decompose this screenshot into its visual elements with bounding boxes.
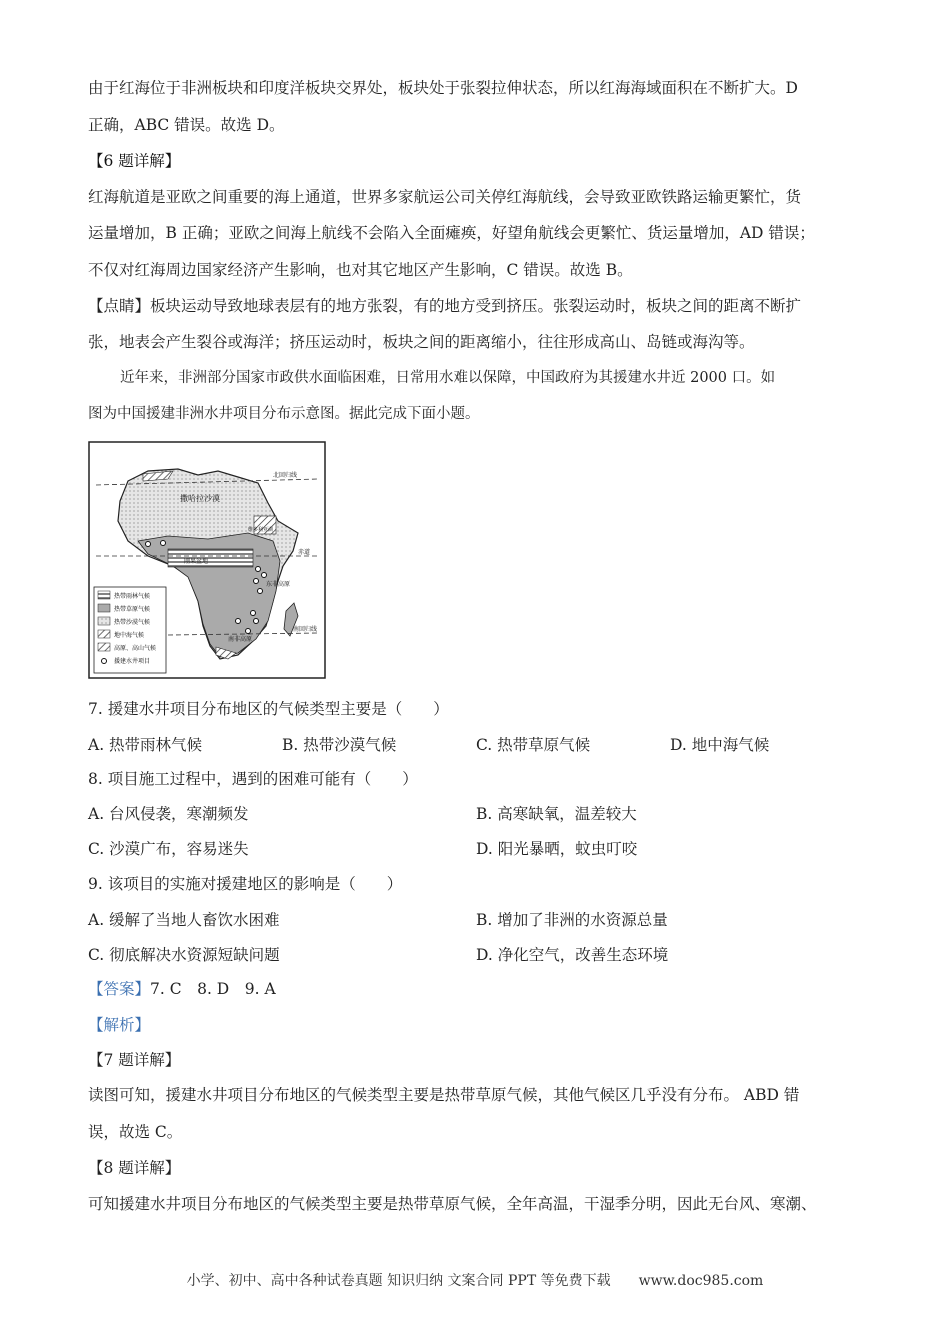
paragraph-line: 运量增加，B 正确；亚欧之间海上航线不会陷入全面瘫痪，好望角航线会更繁忙、货运量增加，AD 错误；	[88, 224, 815, 242]
q8-option-c: C. 沙漠广布，容易迷失	[88, 840, 249, 858]
paragraph-line: 误，故选 C。	[88, 1123, 183, 1141]
q7-option-d: D. 地中海气候	[670, 736, 770, 754]
map-legend	[94, 587, 166, 673]
legend-label: 地中海气候	[114, 632, 145, 639]
question-7: 7. 援建水井项目分布地区的气候类型主要是（ ）	[88, 700, 449, 718]
lake-label: 维多利亚湖	[248, 527, 274, 533]
q9-option-b: B. 增加了非洲的水资源总量	[476, 911, 668, 929]
answer-text: 7. C 8. D 9. A	[150, 980, 276, 998]
legend-label: 高原、高山气候	[114, 645, 157, 652]
legend-label: 热带沙漠气候	[114, 619, 151, 626]
q9-option-a: A. 缓解了当地人畜饮水困难	[88, 911, 280, 929]
question-9: 9. 该项目的实施对援建地区的影响是（ ）	[88, 875, 403, 893]
well-marker	[246, 629, 251, 634]
well-marker	[262, 573, 267, 578]
well-marker	[161, 541, 166, 546]
paragraph-line: 不仅对红海周边国家经济产生影响，也对其它地区产生影响，C 错误。故选 B。	[88, 261, 633, 279]
well-marker	[254, 619, 259, 624]
answer-line	[88, 977, 276, 999]
sahara-label: 撒哈拉沙漠	[180, 494, 220, 503]
congo-label: 刚果盆地	[184, 558, 209, 565]
q8-option-b: B. 高寒缺氧，温差较大	[476, 805, 637, 823]
legend-label: 热带草原气候	[114, 606, 151, 613]
paragraph-line: 可知援建水井项目分布地区的气候类型主要是热带草原气候，全年高温，干湿季分明，因此无台风、寒潮、	[88, 1195, 817, 1213]
analysis-tag: 【解析】	[88, 1016, 151, 1034]
well-marker	[258, 589, 263, 594]
answer-tag: 【答案】	[88, 980, 151, 998]
well-marker	[251, 611, 256, 616]
well-marker	[254, 579, 259, 584]
q8-option-a: A. 台风侵袭，寒潮频发	[88, 805, 249, 823]
q8-option-d: D. 阳光暴晒，蚊虫叮咬	[476, 840, 638, 858]
well-marker	[236, 619, 241, 624]
question-8: 8. 项目施工过程中，遇到的困难可能有（ ）	[88, 770, 418, 788]
page-footer: 小学、初中、高中各种试卷真题 知识归纳 文案合同 PPT 等免费下载 www.doc985.com	[186, 1273, 764, 1289]
well-marker	[256, 567, 261, 572]
paragraph-line: 正确，ABC 错误。故选 D。	[88, 116, 285, 134]
well-marker	[146, 542, 151, 547]
q7-option-b: B. 热带沙漠气候	[282, 736, 397, 754]
paragraph-line: 红海航道是亚欧之间重要的海上通道，世界多家航运公司关停红海航线，会导致亚欧铁路运输更繁忙，货	[88, 188, 802, 206]
east-plateau-label: 东非高原	[266, 581, 291, 588]
section-heading: 【6 题详解】	[88, 152, 181, 170]
paragraph-line: 由于红海位于非洲板块和印度洋板块交界处，板块处于张裂拉伸状态，所以红海海域面积在不断扩大。D	[88, 79, 798, 97]
q7-option-c: C. 热带草原气候	[476, 736, 591, 754]
paragraph-line: 读图可知，援建水井项目分布地区的气候类型主要是热带草原气候，其他气候区几乎没有分布。 ABD 错	[88, 1086, 800, 1104]
section-heading: 【7 题详解】	[88, 1051, 181, 1069]
legend-label: 热带雨林气候	[114, 593, 151, 600]
q9-option-c: C. 彻底解决水资源短缺问题	[88, 946, 280, 964]
paragraph-line: 张，地表会产生裂谷或海洋；挤压运动时，板块之间的距离缩小，往往形成高山、岛链或海沟等。	[88, 333, 755, 351]
tropic-north-label: 北回归线	[273, 472, 298, 479]
africa-well-project-map	[88, 441, 326, 679]
q9-option-d: D. 净化空气，改善生态环境	[476, 946, 669, 964]
paragraph-line: 图为中国援建非洲水井项目分布示意图。据此完成下面小题。	[88, 406, 480, 422]
south-plateau-label: 南非高原	[228, 636, 253, 643]
rainforest-zone	[168, 549, 253, 567]
paragraph-line: 近年来，非洲部分国家市政供水面临困难，日常用水难以保障，中国政府为其援建水井近 2000 口。如	[120, 370, 776, 386]
section-heading: 【8 题详解】	[88, 1159, 181, 1177]
q7-option-a: A. 热带雨林气候	[88, 736, 203, 754]
legend-label: 援建水井项目	[114, 658, 151, 665]
equator-label: 赤道	[298, 549, 311, 556]
tropic-south-label: 南回归线	[293, 626, 318, 633]
paragraph-line: 【点睛】板块运动导致地球表层有的地方张裂，有的地方受到挤压。张裂运动时，板块之间的距离不断扩	[88, 297, 802, 315]
